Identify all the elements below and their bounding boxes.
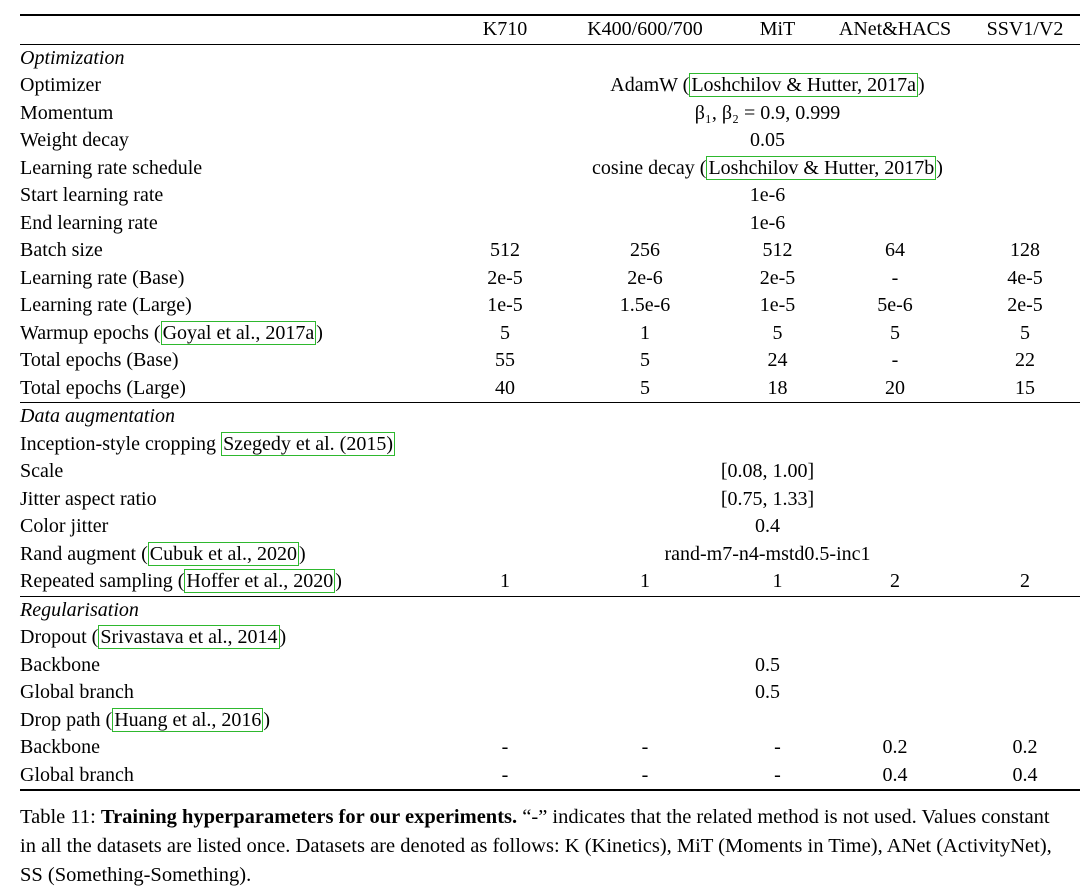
table-row [20,541,1080,569]
row-label-momentum: Momentum [20,101,114,124]
row-value-scale: [0.08, 1.00] [720,460,815,482]
cell-droppath-k710 [450,707,560,735]
training-hyperparameters-table [20,14,1080,791]
row-label-repeated-sampling [20,568,450,596]
row-value-start-lr: 1e-6 [749,184,786,206]
citation-srivastava-2014[interactable]: Srivastava et al., 2014 [100,626,278,648]
table-caption [20,803,1060,890]
cell-warmup-k400: 1 [640,321,650,344]
cell-epochs-base-k400: 5 [640,349,650,371]
cell-inception-k400 [560,431,730,459]
cell-epochs-large-k710: 40 [495,376,515,399]
cell-warmup-mit: 5 [772,321,783,344]
row-value-dropout-backbone: 0.5 [755,653,780,676]
section-header-row [20,596,1080,624]
header-cell-k710: K710 [450,15,560,44]
section-title-data-augmentation: Data augmentation [20,403,1080,431]
row-value-end-lr: 1e-6 [749,211,786,234]
cell-droppath-ss [965,707,1080,735]
row-value-momentum: β₁, β₂ = 0.9, 0.999 [694,101,841,124]
table-row [20,652,1080,680]
table-row [20,100,1080,128]
table-row [20,513,1080,541]
row-label-total-epochs-base: Total epochs (Base) [20,349,179,371]
table-row [20,265,1080,293]
row-value-jitter-aspect-ratio: [0.75, 1.33] [720,487,815,510]
row-value-weight-decay: 0.05 [750,129,785,151]
cell-lr-base-k710: 2e-5 [487,266,523,289]
cell-droppath-global-anet: 0.4 [825,762,965,791]
paper-table-figure [0,14,1080,884]
cell-droppath-global-k400: - [560,762,730,791]
citation-goyal-2017a[interactable]: Goyal et al., 2017a [162,321,315,344]
cell-epochs-base-k710: 55 [495,349,515,371]
row-label-warmup-epochs-text: Warmup epochs ( [20,321,161,344]
cell-inception-k710 [450,431,560,459]
citation-hoffer-2020[interactable]: Hoffer et al., 2020 [186,570,334,592]
section-header-row [20,44,1080,72]
cell-inception-ss [965,431,1080,459]
header-cell-mit: MiT [730,15,825,44]
cell-inception-anet [825,431,965,459]
row-label-inception-cropping [20,431,450,459]
caption-body: “-” indicates that the related method is not used. Values constant in all the datasets are listed once. Datasets are denoted as follows: K (Kinetics), MiT (Moments in Time), ANet (ActivityNet), SS (Something-Something). [20,806,1052,886]
table-row [20,292,1080,320]
cell-dropout-ss [965,624,1080,652]
cell-warmup-ss: 5 [1020,321,1030,344]
table-row [20,486,1080,514]
cell-lr-large-ss: 2e-5 [1007,294,1043,316]
cell-droppath-backbone-k710: - [501,736,509,758]
cell-warmup-anet: 5 [890,321,900,344]
table-row [20,707,1080,735]
table-row [20,679,1080,707]
table-header-row [20,15,1080,44]
row-label-rand-augment [20,541,450,569]
row-label-start-lr: Start learning rate [20,184,164,206]
cell-droppath-global-ss: 0.4 [965,762,1080,791]
table-row [20,320,1080,348]
cell-droppath-backbone-k400: - [641,736,649,758]
citation-cubuk-2020[interactable]: Cubuk et al., 2020 [149,542,297,565]
cell-epochs-base-ss: 22 [1015,349,1035,371]
caption-number: Table 11: [20,806,96,828]
cell-lr-base-mit: 2e-5 [759,266,796,289]
cell-lr-base-anet: - [891,266,899,289]
header-cell-ssv1-v2: SSV1/V2 [965,15,1080,44]
row-label-dropout [20,624,450,652]
cell-lr-base-ss: 4e-5 [1007,266,1043,289]
cell-lr-large-k710: 1e-5 [487,294,523,316]
cell-dropout-anet [825,624,965,652]
section-title-optimization: Optimization [20,46,125,69]
table-row [20,127,1080,155]
cell-epochs-base-mit: 24 [767,349,788,371]
row-label-end-lr: End learning rate [20,211,158,234]
row-label-total-epochs-large: Total epochs (Large) [20,376,186,399]
cell-repeated-ss: 2 [1020,570,1030,592]
section-title-regularisation: Regularisation [20,596,1080,624]
citation-loshchilov-hutter-2017a[interactable]: Loshchilov & Hutter, 2017a [691,74,917,96]
row-label-dropout-global-branch: Global branch [20,681,134,703]
row-label-droppath-global-branch: Global branch [20,762,450,791]
table-row [20,155,1080,183]
cell-batch-size-k400: 256 [630,239,660,261]
cell-lr-base-k400: 2e-6 [627,266,663,289]
table-row [20,624,1080,652]
table-row [20,182,1080,210]
cell-droppath-anet [825,707,965,735]
caption-title: Training hyperparameters for our experiments. [100,806,518,828]
row-label-drop-path [20,707,450,735]
table-row [20,237,1080,265]
cell-warmup-k710: 5 [500,321,510,344]
row-label-droppath-backbone: Backbone [20,736,100,758]
row-value-dropout-global-branch: 0.5 [755,681,780,703]
cell-repeated-k400: 1 [640,570,650,592]
table-row [20,568,1080,596]
header-cell-k400-600-700: K400/600/700 [560,15,730,44]
table-row [20,210,1080,238]
row-label-optimizer: Optimizer [20,74,102,96]
cell-batch-size-anet: 64 [885,239,905,261]
row-label-scale: Scale [20,460,64,482]
table-row [20,431,1080,459]
cell-droppath-backbone-anet: 0.2 [882,736,908,758]
cell-batch-size-mit: 512 [762,239,793,261]
table-row [20,734,1080,762]
cell-epochs-large-mit: 18 [767,376,788,399]
row-label-warmup-close: ) [316,321,323,344]
cell-lr-large-mit: 1e-5 [759,294,796,316]
cell-epochs-large-ss: 15 [1015,376,1035,399]
row-label-dropout-text: Dropout ( [20,626,99,648]
cell-lr-large-anet: 5e-6 [877,294,913,316]
row-label-lr-schedule: Learning rate schedule [20,156,203,179]
row-label-dropout-close: ) [279,626,287,648]
citation-szegedy-2015[interactable]: Szegedy et al. (2015) [223,432,394,455]
row-label-dropout-backbone: Backbone [20,653,100,676]
cell-dropout-k400 [560,624,730,652]
row-value-rand-augment: rand-m7-n4-mstd0.5-inc1 [664,542,871,565]
cell-batch-size-ss: 128 [1010,239,1040,261]
row-label-lr-large: Learning rate (Large) [20,294,192,316]
header-cell-blank [20,15,450,44]
cell-inception-mit [730,431,825,459]
cell-droppath-mit [730,707,825,735]
row-label-rand-augment-close: ) [298,542,306,565]
cell-droppath-backbone-mit: - [774,736,781,758]
cell-epochs-large-k400: 5 [640,376,650,399]
row-label-drop-path-close: ) [263,708,271,731]
table-row [20,375,1080,403]
row-label-warmup-epochs [20,320,450,348]
table-row [20,458,1080,486]
row-label-weight-decay: Weight decay [20,129,129,151]
cell-lr-large-k400: 1.5e-6 [619,294,671,316]
row-label-jitter-aspect-ratio: Jitter aspect ratio [20,487,157,510]
row-label-drop-path-text: Drop path ( [20,708,113,731]
cell-droppath-global-k710: - [450,762,560,791]
section-header-row [20,403,1080,431]
cell-repeated-mit: 1 [772,570,783,592]
cell-batch-size-k710: 512 [490,239,520,261]
cell-droppath-global-mit: - [730,762,825,791]
cell-droppath-k400 [560,707,730,735]
cell-repeated-k710: 1 [500,570,510,592]
cell-dropout-mit [730,624,825,652]
row-label-lr-base: Learning rate (Base) [20,266,185,289]
row-label-repeated-sampling-text: Repeated sampling ( [20,570,185,592]
table-row [20,347,1080,375]
citation-huang-2016[interactable]: Huang et al., 2016 [114,708,262,731]
table-row [20,762,1080,791]
row-label-rand-augment-text: Rand augment ( [20,542,148,565]
header-cell-anet-hacs: ANet&HACS [825,15,965,44]
cell-dropout-k710 [450,624,560,652]
row-value-lr-schedule: cosine decay ( Loshchilov & Hutter, 2017b ) [592,156,943,179]
row-value-color-jitter: 0.4 [755,515,780,537]
row-label-inception-text: Inception-style cropping [20,432,222,455]
row-value-optimizer: AdamW ( Loshchilov & Hutter, 2017a ) [610,74,925,96]
cell-droppath-backbone-ss: 0.2 [1012,736,1038,758]
citation-loshchilov-hutter-2017b[interactable]: Loshchilov & Hutter, 2017b [708,156,935,179]
cell-epochs-base-anet: - [891,349,899,371]
cell-repeated-anet: 2 [890,570,900,592]
row-label-batch-size: Batch size [20,239,103,261]
row-label-color-jitter: Color jitter [20,515,109,537]
table-row [20,72,1080,100]
row-label-repeated-sampling-close: ) [335,570,342,592]
cell-epochs-large-anet: 20 [885,376,905,399]
